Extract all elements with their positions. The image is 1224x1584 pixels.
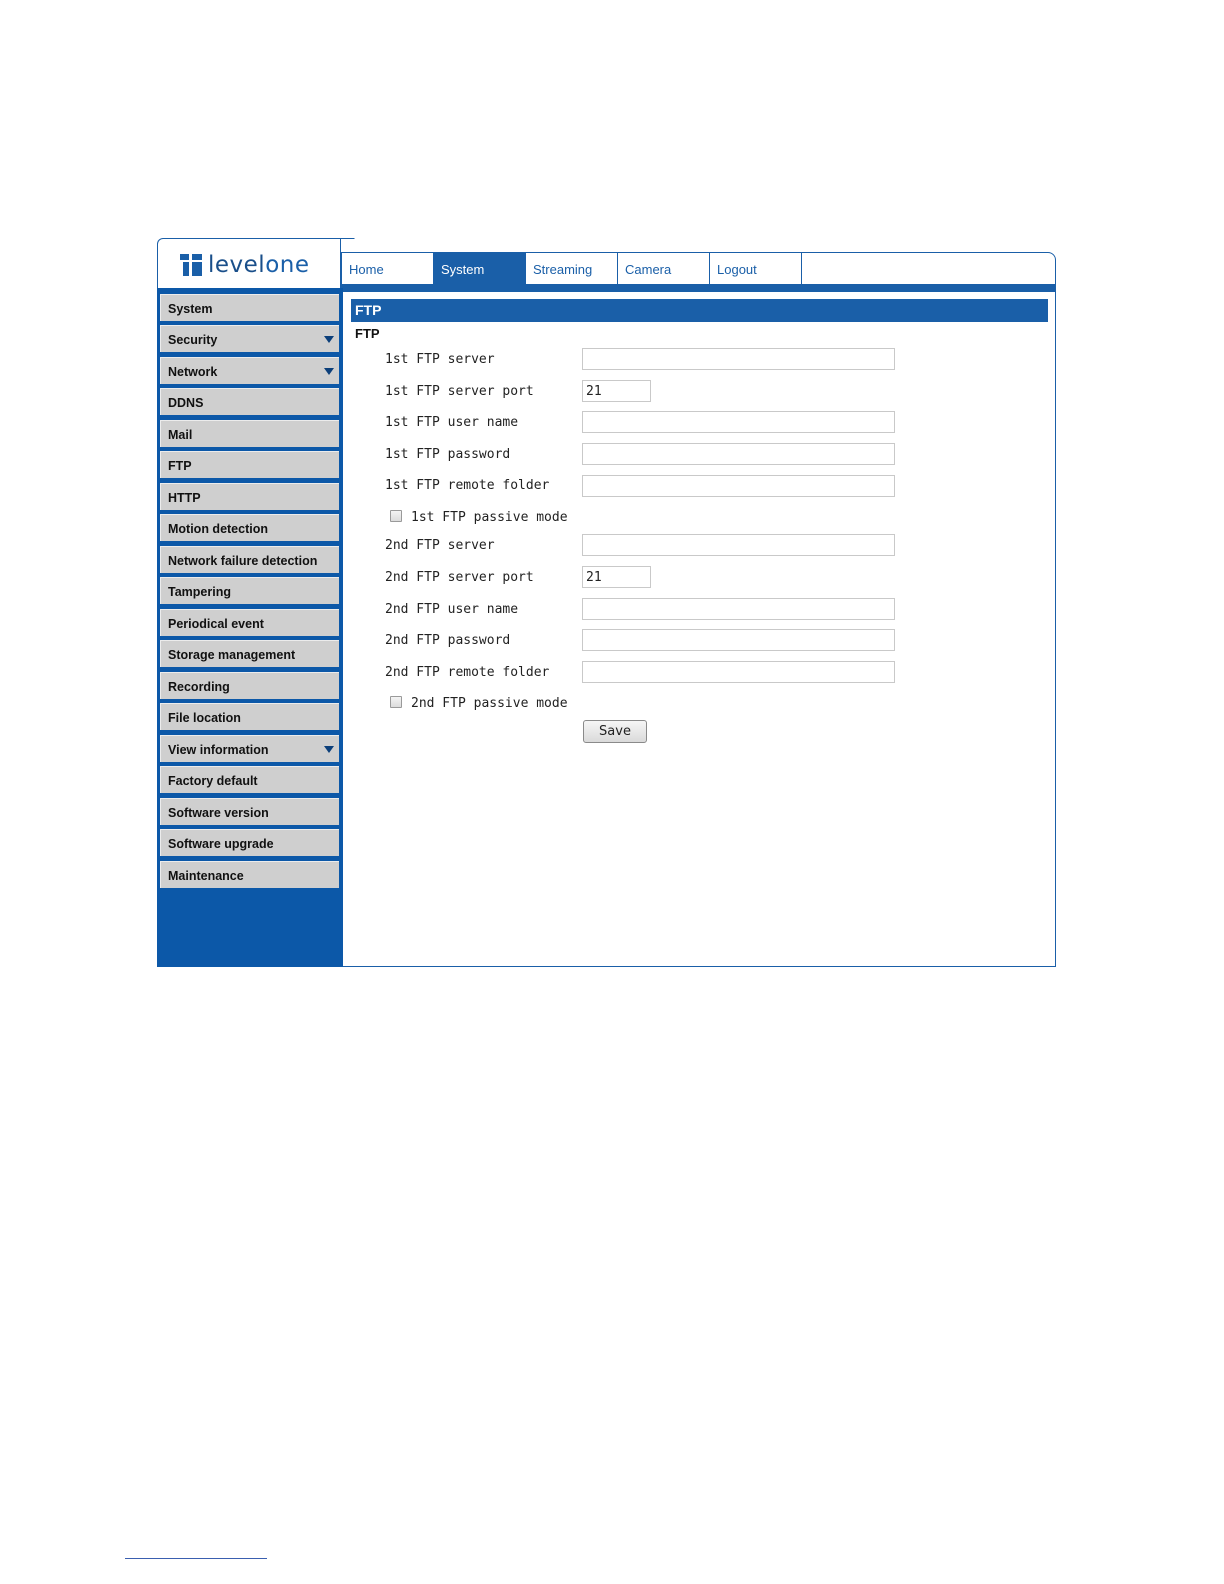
sidebar-item-software-upgrade[interactable]: Software upgrade (160, 829, 339, 856)
sidebar-item-factory-default[interactable]: Factory default (160, 766, 339, 793)
camera-web-ui (157, 238, 1056, 967)
sidebar-item-network[interactable]: Network (160, 357, 339, 384)
ftp1-folder-label: 1st FTP remote folder (385, 478, 550, 493)
sidebar-item-mail[interactable]: Mail (160, 420, 339, 447)
ftp2-passive-checkbox[interactable] (390, 696, 402, 708)
sidebar-item-software-version[interactable]: Software version (160, 798, 339, 825)
subsection-title: FTP (355, 326, 380, 341)
ftp1-passive-label: 1st FTP passive mode (411, 510, 568, 525)
header-divider (341, 284, 1056, 292)
ftp2-folder-label: 2nd FTP remote folder (385, 665, 550, 680)
dropdown-arrow-icon (324, 336, 334, 343)
sidebar-item-network-failure-detection[interactable]: Network failure detection (160, 546, 339, 573)
sidebar-item-storage-management[interactable]: Storage management (160, 640, 339, 667)
ftp1-password-input[interactable] (582, 443, 895, 465)
logo-area (157, 238, 341, 288)
ftp1-passive-checkbox[interactable] (390, 510, 402, 522)
sidebar-item-http[interactable]: HTTP (160, 483, 339, 510)
sidebar-item-system[interactable]: System (160, 294, 339, 321)
dropdown-arrow-icon (324, 746, 334, 753)
ftp2-server-input[interactable] (582, 534, 895, 556)
ftp2-folder-input[interactable] (582, 661, 895, 683)
ftp1-user-label: 1st FTP user name (385, 415, 519, 430)
ftp-settings-panel (343, 292, 1056, 967)
ftp1-port-input[interactable] (582, 380, 651, 402)
ftp1-password-label: 1st FTP password (385, 447, 511, 462)
save-button[interactable]: Save (583, 720, 647, 743)
sidebar-item-periodical-event[interactable]: Periodical event (160, 609, 339, 636)
ftp2-passive-label: 2nd FTP passive mode (411, 696, 568, 711)
sidebar-item-security[interactable]: Security (160, 325, 339, 352)
ftp1-server-label: 1st FTP server (385, 352, 495, 367)
sidebar-item-view-information[interactable]: View information (160, 735, 339, 762)
ftp2-password-label: 2nd FTP password (385, 633, 511, 648)
levelone-logo (180, 253, 310, 277)
ftp1-folder-input[interactable] (582, 475, 895, 497)
tab-camera[interactable]: Camera (618, 253, 710, 284)
sidebar-item-maintenance[interactable]: Maintenance (160, 861, 339, 888)
sidebar-item-motion-detection[interactable]: Motion detection (160, 514, 339, 541)
sidebar (157, 288, 343, 967)
sidebar-item-ftp[interactable]: FTP (160, 451, 339, 478)
ftp1-port-label: 1st FTP server port (385, 384, 534, 399)
ftp2-user-label: 2nd FTP user name (385, 602, 519, 617)
ftp2-user-input[interactable] (582, 598, 895, 620)
top-nav (341, 252, 1056, 284)
ftp2-password-input[interactable] (582, 629, 895, 651)
ftp1-user-input[interactable] (582, 411, 895, 433)
sidebar-item-tampering[interactable]: Tampering (160, 577, 339, 604)
sidebar-item-recording[interactable]: Recording (160, 672, 339, 699)
dropdown-arrow-icon (324, 368, 334, 375)
footnote-rule (125, 1558, 267, 1559)
ftp2-server-label: 2nd FTP server (385, 538, 495, 553)
tab-home[interactable]: Home (342, 253, 434, 284)
tab-system[interactable]: System (434, 253, 526, 284)
tab-streaming[interactable]: Streaming (526, 253, 618, 284)
levelone-logo-icon (180, 254, 202, 276)
tab-logout[interactable]: Logout (710, 253, 802, 284)
sidebar-item-file-location[interactable]: File location (160, 703, 339, 730)
sidebar-item-ddns[interactable]: DDNS (160, 388, 339, 415)
ftp2-port-input[interactable] (582, 566, 651, 588)
ftp2-port-label: 2nd FTP server port (385, 570, 534, 585)
logo-text: levelone (208, 252, 310, 278)
ftp1-server-input[interactable] (582, 348, 895, 370)
section-title: FTP (351, 299, 1048, 322)
